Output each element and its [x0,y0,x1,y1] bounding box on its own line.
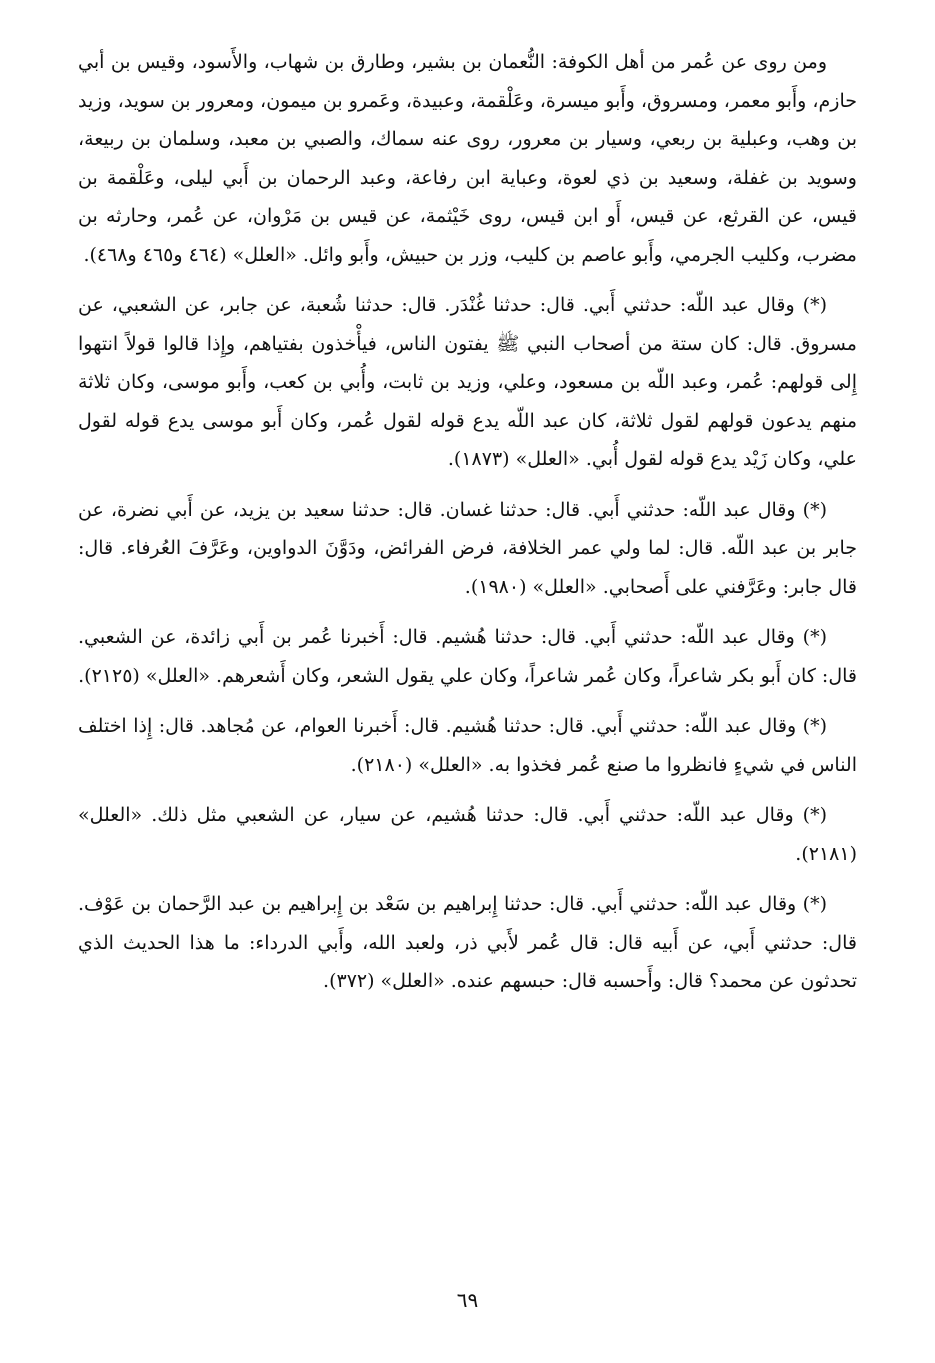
paragraph-poets: (*) وقال عبد اللّه: حدثني أَبي. قال: حدثنا هُشيم. قال: أَخبرنا عُمر بن أَبي زائدة، عن الشعبي. قال: كان أَبو بكر شاعراً، وكان عُمر شاعراً، وكان علي يقول الشعر، وكان أَشعرهم. «العلل» (٢١٢٥). [78,626,857,687]
paragraph-abu-dharr: (*) وقال عبد اللّه: حدثني أَبي. قال: حدثنا إِبراهيم بن سَعْد بن إِبراهيم بن عبد الرَّحمان بن عَوْف. قال: حدثني أَبي، عن أَبيه قال: قال عُمر لأَبي ذر، ولعبد الله، وأَبي الدرداء: ما هذا الحديث الذي تحدثون عن محمد؟ قال: وأَحسبه قال: حبسهم عنده. «العلل» (٣٧٢). [78,893,857,992]
paragraph-shabi: (*) وقال عبد اللّه: حدثني أَبي. قال: حدثنا هُشيم، عن سيار، عن الشعبي مثل ذلك. «العلل» (٢١٨١). [78,804,857,865]
paragraph-six-companions: (*) وقال عبد اللّه: حدثني أَبي. قال: حدثنا غُنْدَر. قال: حدثنا شُعبة، عن جابر، عن الشعبي، عن مسروق. قال: كان ستة من أصحاب النبي ﷺ يفتون الناس، فيأْخذون بفتياهم، وإِذا قالوا قولاً انتهوا إِلى قولهم: عُمر، وعبد اللّه بن مسعود، وعلي، وزيد بن ثابت، وأُبي بن كعب، وأَبو موسى، وكان ثلاثة منهم يدعون قولهم لقول ثلاثة، كان عبد اللّه يدع قوله لقول عُمر، وكان أَبو موسى يدع قوله لقول علي، وكان زَيْد يدع قوله لقول أُبي. «العلل» (١٨٧٣). [78,294,857,470]
paragraph-mujahid: (*) وقال عبد اللّه: حدثني أَبي. قال: حدثنا هُشيم. قال: أَخبرنا العوام، عن مُجاهد. قال: إِذا اختلف الناس في شيءٍ فانظروا ما صنع عُمر فخذوا به. «العلل» (٢١٨٠). [78,715,857,776]
paragraph-diwans: (*) وقال عبد اللّه: حدثني أَبي. قال: حدثنا غسان. قال: حدثنا سعيد بن يزيد، عن أَبي نضرة، عن جابر بن عبد اللّه. قال: لما ولي عمر الخلافة، فرض الفرائض، ودَوَّنَ الدواوين، وعَرَّفَ العُرفاء. قال: قال جابر: وعَرَّفني على أَصحابي. «العلل» (١٩٨٠). [78,498,857,598]
page-number: ٦٩ [456,1288,479,1312]
paragraph-narrators-kufa: ومن روى عن عُمر من أهل الكوفة: النُّعمان بن بشير، وطارق بن شهاب، والأَسود، وقيس بن أبي حازم، وأَبو معمر، ومسروق، وأَبو ميسرة، وعَلْقمة، وعبيدة، وعَمرو بن ميمون، ومعرور بن سويد، وزيد بن وهب، وعبلية بن ربعي، وسيار بن معرور، روى عنه سماك، والصبي بن معبد، وسلمان بن ربيعة، وسويد بن غفلة، وسعيد بن ذي لعوة، وعباية ابن رفاعة، وعبد الرحمان بن أَبي ليلى، وعَلْقمة بن قيس، عن القرثع، عن قيس، أَو ابن قيس، روى خَيْثمة، عن قيس بن مَرْوان، عن عُمر، وحارثه بن مضرب، وكليب الجرمي، وأَبو عاصم بن كليب، وزر بن حبيش، وأَبو وائل. «العلل» (٤٦٤ و٤٦٥ و٤٦٨). [78,51,857,266]
